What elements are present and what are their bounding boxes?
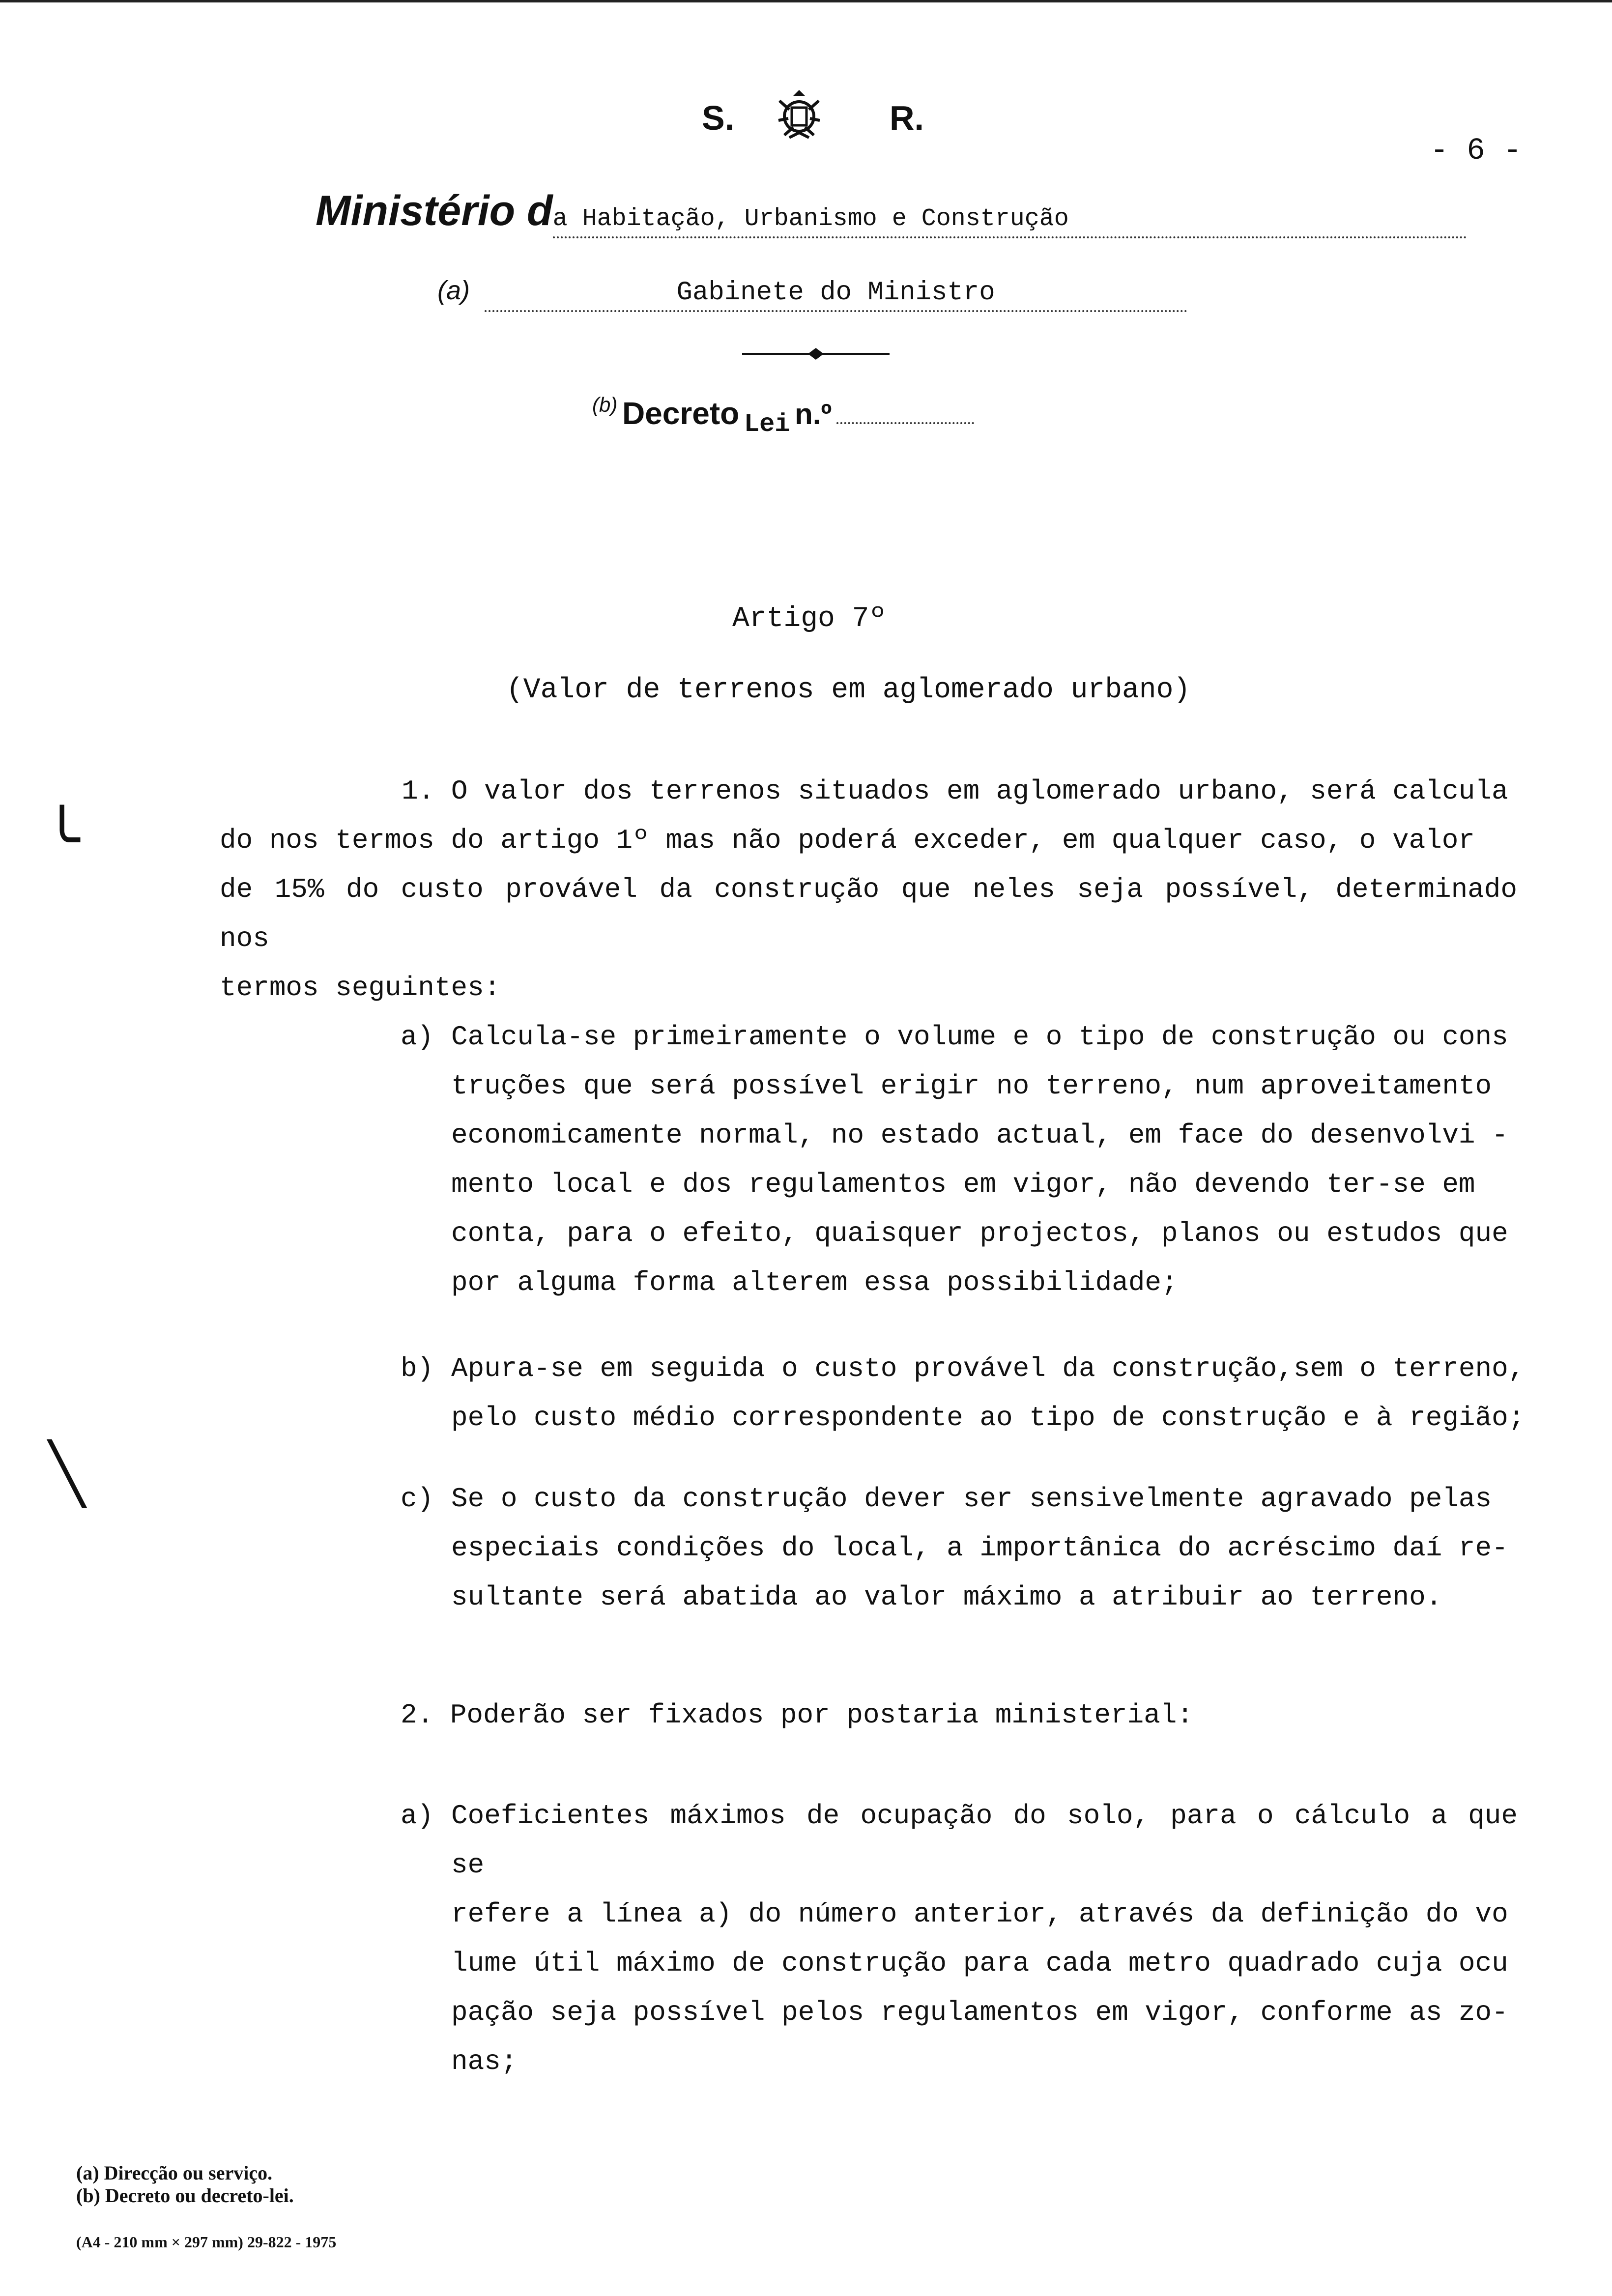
margin-hole-mark: ╲ xyxy=(49,1440,85,1508)
item-c-marker: c) xyxy=(401,1483,434,1515)
item-2a-marker: a) xyxy=(401,1800,434,1832)
footnote-b: (b) Decreto ou decreto-lei. xyxy=(76,2184,294,2207)
ministry-line xyxy=(316,187,1467,241)
item-a-text xyxy=(451,1012,1518,1307)
footnote-a: (a) Direcção ou serviço. xyxy=(76,2162,273,2184)
item-line: Calcula-se primeiramente o volume e o tipo de construção ou cons xyxy=(451,1021,1508,1053)
item-line: nas; xyxy=(451,2046,518,2077)
ministerio-name: a Habitação, Urbanismo e Construção xyxy=(553,202,1467,238)
form-reference: (A4 - 210 mm × 297 mm) 29-822 - 1975 xyxy=(76,2233,337,2251)
footnote-b-marker: (b) xyxy=(592,393,618,416)
decreto-label: Decreto xyxy=(622,396,740,431)
s-letter: S. xyxy=(702,99,735,137)
item-2a-text xyxy=(451,1791,1518,2086)
numero-label: n.º xyxy=(795,398,832,430)
decreto-line xyxy=(592,393,974,442)
margin-hole-mark: ╰ xyxy=(44,806,80,874)
item-line: mento local e dos regulamentos em vigor, não devendo ter-se em xyxy=(451,1169,1475,1200)
paragraph-line: de 15% do custo provável da construção que neles seja possível, determinado nos xyxy=(220,874,1517,954)
item-line: truções que será possível erigir no terreno, num aproveitamento xyxy=(451,1070,1492,1102)
item-line: Apura-se em seguida o custo provável da construção,sem o terreno, xyxy=(451,1353,1525,1384)
item-line: sultante será abatida ao valor máximo a atribuir ao terreno. xyxy=(451,1581,1442,1613)
item-b-text xyxy=(451,1344,1527,1442)
item-c-text xyxy=(451,1474,1518,1622)
item-line: refere a línea a) do número anterior, através da definição do vo xyxy=(451,1898,1508,1930)
paragraph-2: 2. Poderão ser fixados por postaria ministerial: xyxy=(401,1699,1194,1731)
item-line: conta, para o efeito, quaisquer projectos, planos ou estudos que xyxy=(451,1218,1508,1249)
item-line: lume útil máximo de construção para cada metro quadrado cuja ocu xyxy=(451,1948,1508,1979)
article-subtitle: (Valor de terrenos em aglomerado urbano) xyxy=(506,674,1191,706)
footnote-a-marker: (a) xyxy=(437,276,470,305)
item-line: Coeficientes máximos de ocupação do solo, para o cálculo a que se xyxy=(451,1800,1518,1881)
paragraph-line: do nos termos do artigo 1º mas não poderá exceder, em qualquer caso, o valor xyxy=(220,825,1475,856)
coat-of-arms-icon xyxy=(770,86,829,145)
item-line: Se o custo da construção dever ser sensivelmente agravado pelas xyxy=(451,1483,1492,1515)
paragraph-1 xyxy=(220,767,1517,1012)
gabinete-field: Gabinete do Ministro xyxy=(485,276,1187,312)
item-b-marker: b) xyxy=(401,1353,434,1384)
top-border-line xyxy=(0,0,1612,2)
ministerio-prefix: Ministério d xyxy=(316,187,553,234)
page-number: - 6 - xyxy=(1430,133,1522,168)
paragraph-line: termos seguintes: xyxy=(220,972,501,1004)
lei-label: Lei xyxy=(744,410,790,439)
item-line: economicamente normal, no estado actual, em face do desenvolvi - xyxy=(451,1119,1508,1151)
item-line: pação seja possível pelos regulamentos em vigor, conforme as zo- xyxy=(451,1997,1508,2028)
decree-number-field xyxy=(836,402,974,424)
article-title: Artigo 7º xyxy=(732,603,887,635)
ornament-divider xyxy=(742,344,890,364)
item-a-marker: a) xyxy=(401,1021,434,1053)
item-line: pelo custo médio correspondente ao tipo de construção e à região; xyxy=(451,1402,1525,1434)
paragraph-line: 1. O valor dos terrenos situados em aglomerado urbano, será calcula xyxy=(402,775,1508,807)
gabinete-line xyxy=(437,275,1187,312)
r-letter: R. xyxy=(890,99,924,137)
item-line: por alguma forma alterem essa possibilidade; xyxy=(451,1267,1178,1298)
item-line: especiais condições do local, a importânica do acréscimo daí re- xyxy=(451,1532,1508,1564)
